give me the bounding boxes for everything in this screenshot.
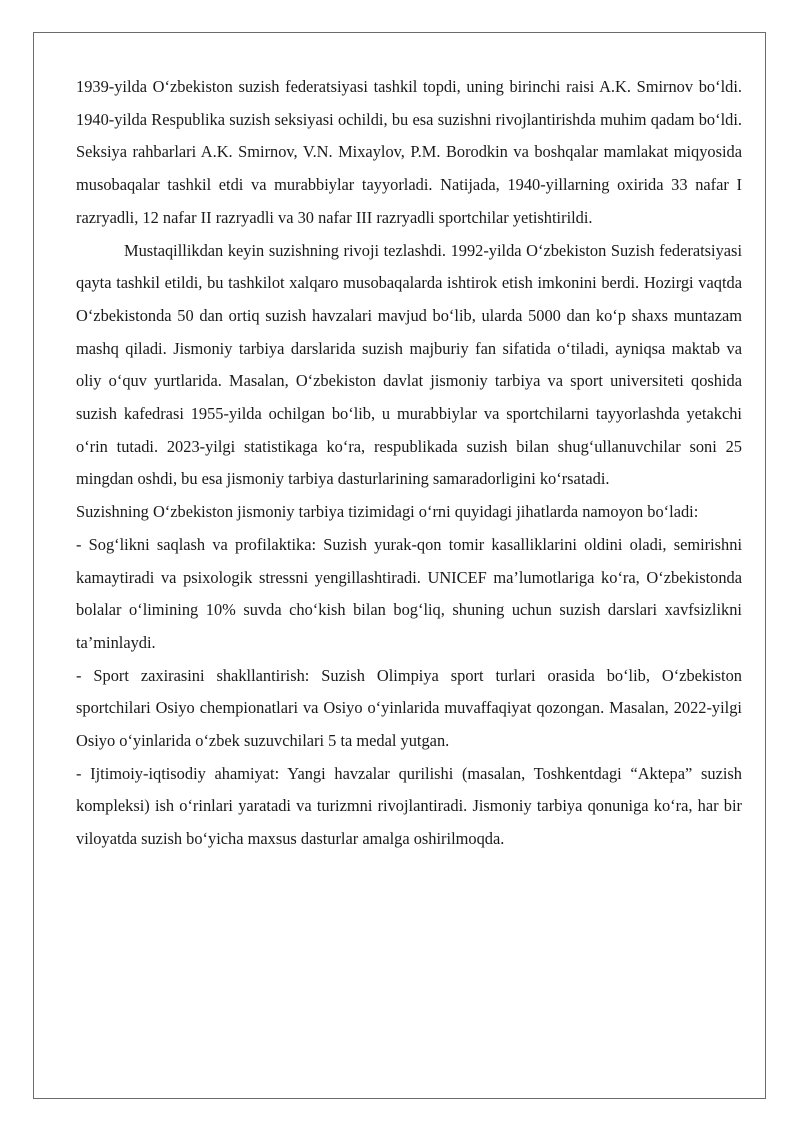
paragraph-independence-development: Mustaqillikdan keyin suzishning rivoji tezlashdi. 1992-yilda O‘zbekiston Suzish federatsiyasi qayta tashkil etildi, bu tashkilot xalqaro musobaqalarda ishtirok etish imkonini berdi. Hozirgi vaqtda O‘zbekistonda 50 dan ortiq suzish havzalari mavjud bo‘lib, ularda 5000 dan ko‘p shaxs muntazam mashq qiladi. Jismoniy tarbiya darslarida suzish majburiy fan sifatida o‘tiladi, ayniqsa maktab va oliy o‘quv yurtlarida. Masalan, O‘zbekiston davlat jismoniy tarbiya va sport universiteti qoshida suzish kafedrasi 1955-yilda ochilgan bo‘lib, u murabbiylar va sportchilarni tayyorlashda yetakchi o‘rin tutadi. 2023-yilgi statistikaga ko‘ra, respublikada suzish bilan shug‘ullanuvchilar soni 25 mingdan oshdi, bu esa jismoniy tarbiya dasturlarining samaradorligini ko‘rsatadi. [76,240,742,489]
list-item-health: - Sog‘likni saqlash va profilaktika: Suzish yurak-qon tomir kasalliklarini oldini oladi, semirishni kamaytiradi va psixologik stressni yengillashtiradi. UNICEF ma’lumotlariga ko‘ra, O‘zbekistonda bolalar o‘limining 10% suvda cho‘kish bilan bog‘liq, shuning uchun suzish darslari xavfsizlikni ta’minlaydi. [76,534,742,652]
document-body [76,71,742,856]
paragraph-federation-history: 1939-yilda O‘zbekiston suzish federatsiyasi tashkil topdi, uning birinchi raisi A.K. Smirnov bo‘ldi. 1940-yilda Respublika suzish seksiyasi ochildi, bu esa suzishni rivojlantirishda muhim qadam bo‘ldi. Seksiya rahbarlari A.K. Smirnov, V.N. Mixaylov, P.M. Borodkin va boshqalar mamlakat miqyosida musobaqalar tashkil etdi va murabbiylar tayyorladi. Natijada, 1940-yillarning oxirida 33 nafar I razryadli, 12 nafar II razryadli va 30 nafar III razryadli sportchilar yetishtirildi. [76,77,742,227]
list-item-socio-economic: - Ijtimoiy-iqtisodiy ahamiyat: Yangi havzalar qurilishi (masalan, Toshkentdagi “Aktepa” suzish kompleksi) ish o‘rinlari yaratadi va turizmni rivojlantiradi. Jismoniy tarbiya qonuniga ko‘ra, har bir viloyatda suzish bo‘yicha maxsus dasturlar amalga oshirilmoqda. [76,763,742,849]
paragraph-role-intro: Suzishning O‘zbekiston jismoniy tarbiya tizimidagi o‘rni quyidagi jihatlarda namoyon bo‘ladi: [76,502,699,522]
list-item-sport-reserve: - Sport zaxirasini shakllantirish: Suzish Olimpiya sport turlari orasida bo‘lib, O‘zbekiston sportchilari Osiyo chempionatlari va Osiyo o‘yinlarida muvaffaqiyat qozongan. Masalan, 2022-yilgi Osiyo o‘yinlarida o‘zbek suzuvchilari 5 ta medal yutgan. [76,665,742,751]
